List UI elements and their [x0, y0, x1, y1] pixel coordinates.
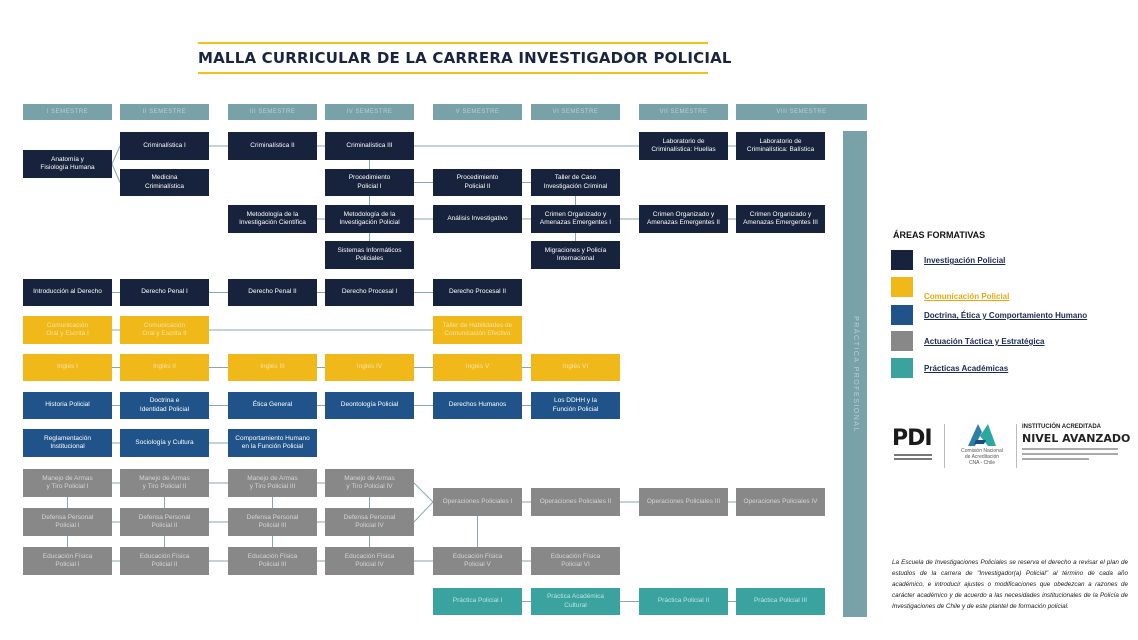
course-box: Derecho Procesal II [433, 279, 522, 306]
course-box: Introducción al Derecho [23, 279, 112, 306]
course-box: Defensa Personal Policial II [120, 508, 209, 536]
legend-swatch [891, 331, 913, 351]
cna-logo-text: Comisión Nacional de Acreditación CNA - Chile [961, 448, 1003, 466]
vertical-bar-label: PRÁCTICA PROFESIONAL [851, 315, 859, 433]
semester-header: V SEMESTRE [433, 104, 522, 120]
legend-label: Doctrina, Ética y Comportamiento Humano [924, 311, 1088, 320]
course-box: Los DDHH y la Función Policial [531, 392, 620, 419]
disclaimer-note: La Escuela de Investigaciones Policiales se reserva el derecho a revisar el plan de estudios de la carrera de "Investigador(a) Policial" al término de cada año académico, e introducir ajustes o modificaciones que obedezcan a razones de carácter académico y de acuerdo a las necesidades institucionales de la Policía de Investigaciones de Chile y de este plantel de formación policial. [892, 559, 1128, 610]
accreditation-label: INSTITUCIÓN ACREDITADA [1022, 424, 1101, 430]
course-box: Manejo de Armas y Tiro Policial III [228, 469, 317, 497]
course-box: Crimen Organizado y Amenazas Emergentes I [531, 205, 620, 233]
course-box: Defensa Personal Policial III [228, 508, 317, 536]
course-box: Anatomía y Fisiología Humana [23, 150, 112, 178]
course-box: Medicina Criminalística [120, 169, 209, 196]
semester-header: I SEMESTRE [23, 104, 112, 120]
course-box: Operaciones Policiales III [639, 488, 728, 516]
course-box: Manejo de Armas y Tiro Policial IV [325, 469, 414, 497]
course-box: Comunicación Oral y Escrita I [23, 316, 112, 344]
course-box: Inglés V [433, 354, 522, 381]
semester-header: VI SEMESTRE [531, 104, 620, 120]
legend-title: ÁREAS FORMATIVAS [893, 230, 986, 240]
course-box: Educación Física Policial IV [325, 547, 414, 575]
connector-line [112, 164, 120, 183]
course-box: Operaciones Policiales IV [736, 488, 825, 516]
course-box: Procedimiento Policial II [433, 169, 522, 196]
course-box: Práctica Académica Cultural [531, 588, 620, 615]
course-box: Práctica Policial II [639, 588, 728, 615]
course-box: Derechos Humanos [433, 392, 522, 419]
course-box: Inglés I [23, 354, 112, 381]
page-title: MALLA CURRICULAR DE LA CARRERA INVESTIGADOR POLICIAL [198, 49, 732, 67]
course-box: Educación Física Policial II [120, 547, 209, 575]
logos-strip [890, 420, 1130, 475]
course-box: Sociología y Cultura [120, 429, 209, 457]
connector-line [112, 146, 120, 164]
course-box: Historia Policial [23, 392, 112, 419]
legend-swatch [891, 277, 913, 297]
course-box: Defensa Personal Policial I [23, 508, 112, 536]
course-box: Práctica Policial I [433, 588, 522, 615]
course-box: Inglés VI [531, 354, 620, 381]
connector-line [414, 483, 433, 502]
course-box: Educación Física Policial I [23, 547, 112, 575]
course-box: Derecho Penal I [120, 279, 209, 306]
legend-swatch [891, 305, 913, 325]
course-box: Sistemas Informáticos Policiales [325, 241, 414, 269]
course-box: Taller de Habilidades de Comunicación Efectiva [433, 316, 522, 344]
course-box: Criminalística II [228, 132, 317, 160]
pdi-logo: PDI [892, 426, 932, 451]
accreditation-level: NIVEL AVANZADO [1022, 432, 1131, 445]
course-box: Educación Física Policial III [228, 547, 317, 575]
course-box: Educación Física Policial VI [531, 547, 620, 575]
course-box: Metodología de la Investigación Científica [228, 205, 317, 233]
course-box: Inglés IV [325, 354, 414, 381]
legend-label: Actuación Táctica y Estratégica [924, 337, 1045, 346]
course-box: Operaciones Policiales I [433, 488, 522, 516]
course-box: Deontología Policial [325, 392, 414, 419]
course-box: Manejo de Armas y Tiro Policial II [120, 469, 209, 497]
course-box: Manejo de Armas y Tiro Policial I [23, 469, 112, 497]
course-box: Práctica Policial III [736, 588, 825, 615]
course-box: Inglés III [228, 354, 317, 381]
vertical-practice-bar [843, 131, 867, 617]
accreditation-fineprint [1022, 448, 1118, 463]
course-box: Comunicación Oral y Escrita II [120, 316, 209, 344]
course-box: Reglamentación Institucional [23, 429, 112, 457]
legend-swatch [891, 358, 913, 378]
semester-header: II SEMESTRE [120, 104, 209, 120]
semester-header: VIII SEMESTRE [736, 104, 867, 120]
course-box: Laboratorio de Criminalística: Huellas [639, 132, 728, 160]
course-box: Procedimiento Policial I [325, 169, 414, 196]
course-box: Taller de Caso Investigación Criminal [531, 169, 620, 196]
connector-line [414, 502, 433, 522]
semester-header: VII SEMESTRE [639, 104, 728, 120]
course-box: Comportamiento Humano en la Función Policial [228, 429, 317, 457]
course-box: Ética General [228, 392, 317, 419]
legend-label: Comunicación Policial [924, 292, 1010, 301]
course-box: Criminalística III [325, 132, 414, 160]
logo-divider [944, 424, 945, 468]
course-box: Doctrina e Identidad Policial [120, 392, 209, 419]
pdi-logo-subtext [894, 454, 932, 464]
course-box: Defensa Personal Policial IV [325, 508, 414, 536]
legend-label: Investigación Policial [924, 256, 1006, 265]
semester-header: IV SEMESTRE [325, 104, 414, 120]
legend-label: Prácticas Académicas [924, 364, 1009, 373]
legend-swatch [891, 250, 913, 270]
course-box: Crimen Organizado y Amenazas Emergentes III [736, 205, 825, 233]
course-box: Educación Física Policial V [433, 547, 522, 575]
semester-header: III SEMESTRE [228, 104, 317, 120]
course-box: Crimen Organizado y Amenazas Emergentes II [639, 205, 728, 233]
logo-divider [1016, 424, 1017, 468]
cna-logo-icon [966, 422, 998, 448]
course-box: Criminalística I [120, 132, 209, 160]
course-box: Derecho Procesal I [325, 279, 414, 306]
course-box: Análisis Investigativo [433, 205, 522, 233]
course-box: Inglés II [120, 354, 209, 381]
course-box: Laboratorio de Criminalística: Balística [736, 132, 825, 160]
course-box: Migraciones y Policía Internacional [531, 241, 620, 269]
course-box: Derecho Penal II [228, 279, 317, 306]
course-box: Operaciones Policiales II [531, 488, 620, 516]
course-box: Metodología de la Investigación Policial [325, 205, 414, 233]
